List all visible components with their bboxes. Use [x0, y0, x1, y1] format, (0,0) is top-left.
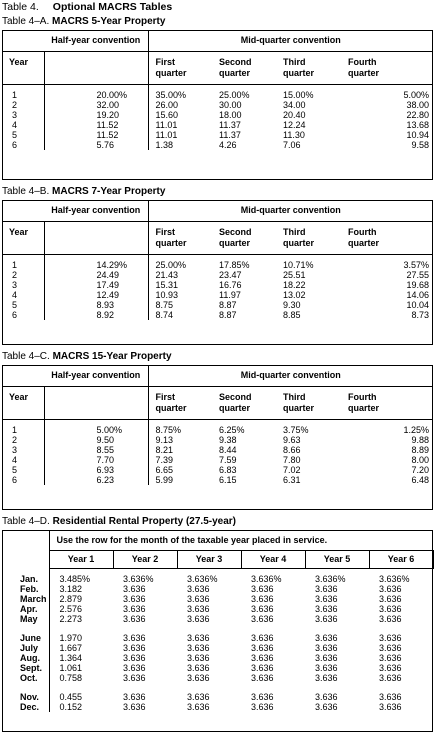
rate-value: 3.636	[379, 594, 402, 604]
year-cell: 6	[12, 475, 18, 485]
rate-value: 3.636	[315, 702, 338, 712]
q3-value: 34.00	[283, 100, 306, 110]
q3-value: 9.63	[283, 435, 301, 445]
q1-value: 15.31	[148, 280, 212, 290]
table-row	[2, 643, 433, 653]
month-cell: Dec.	[20, 702, 40, 712]
month-cell: March	[20, 594, 47, 604]
half-year-value: 20.00%	[44, 90, 148, 100]
half-year-value: 7.70	[44, 455, 148, 465]
q1-value: 21.43	[148, 270, 212, 280]
year-cell: 3	[12, 280, 18, 290]
table-row	[2, 100, 433, 110]
q4-value: 22.80	[406, 110, 430, 120]
rate-value: 2.576	[49, 604, 113, 614]
q3-value: 8.66	[283, 445, 301, 455]
q2-value: 7.59	[219, 455, 237, 465]
rate-value: 3.636	[123, 663, 146, 673]
month-cell: Feb.	[20, 584, 39, 594]
half-year-value: 8.55	[44, 445, 148, 455]
rate-value: 3.636	[251, 614, 274, 624]
year-cell: 6	[12, 310, 18, 320]
table-row	[2, 574, 433, 584]
year-column-header: Year 1	[49, 550, 113, 568]
half-year-value: 8.92	[44, 310, 148, 320]
rate-value: 3.636	[251, 663, 274, 673]
table-row	[2, 673, 433, 683]
q4-value: 9.88	[411, 435, 430, 445]
q2-value: 25.00%	[219, 90, 250, 100]
q3-value: 6.31	[283, 475, 301, 485]
table-b	[2, 200, 433, 320]
table-row	[2, 90, 433, 100]
table-d	[2, 530, 434, 712]
rate-value: 0.152	[49, 702, 113, 712]
half-year-header: Half-year convention	[44, 200, 148, 221]
month-cell: Jan.	[20, 574, 39, 584]
q3-value: 3.75%	[283, 425, 309, 435]
table-row	[2, 702, 433, 712]
table-c-title: Table 4–C. MACRS 15-Year Property	[2, 351, 172, 362]
year-cell: 5	[12, 465, 18, 475]
q2-value: 11.37	[219, 120, 241, 130]
rate-value: 3.636	[315, 633, 338, 643]
year-column-header: Year 3	[177, 550, 241, 568]
year-cell: 4	[12, 120, 18, 130]
q1-value: 11.01	[148, 120, 212, 130]
year-cell: 3	[12, 445, 18, 455]
rate-value: 3.636	[315, 594, 338, 604]
q1-value: 8.21	[148, 445, 212, 455]
q3-value: 12.24	[283, 120, 306, 130]
q2-value: 30.00	[219, 100, 242, 110]
q2-value: 8.87	[219, 300, 237, 310]
year-cell: 2	[12, 100, 18, 110]
q1-value: 11.01	[148, 130, 212, 140]
rate-value: 0.758	[49, 673, 113, 683]
year-cell: 2	[12, 270, 18, 280]
year-cell: 1	[12, 260, 18, 270]
rate-value: 3.636	[123, 673, 146, 683]
half-year-header: Half-year convention	[44, 365, 148, 386]
half-year-value: 24.49	[44, 270, 148, 280]
table-row	[2, 435, 433, 445]
rate-value: 2.273	[49, 614, 113, 624]
page-title	[2, 1, 172, 13]
year-cell: 6	[12, 140, 18, 150]
rate-value: 3.636%	[187, 574, 218, 584]
q1-value: 5.99	[148, 475, 212, 485]
q4-value: 6.48	[411, 475, 430, 485]
q4-value: 1.25%	[403, 425, 430, 435]
rate-value: 3.636	[251, 673, 274, 683]
rate-value: 3.636	[123, 584, 146, 594]
year-column-header: Year 6	[369, 550, 433, 568]
rate-value: 1.970	[49, 633, 113, 643]
rate-value: 3.636	[187, 584, 210, 594]
rate-value: 3.636	[379, 633, 402, 643]
q3-value: 7.02	[283, 465, 301, 475]
month-cell: Apr.	[20, 604, 38, 614]
year-header: Year	[2, 221, 44, 254]
mid-quarter-header: Mid-quarter convention	[148, 200, 433, 221]
quarter-header: First quarter	[148, 221, 212, 254]
table-row	[2, 455, 433, 465]
quarter-header: Third quarter	[276, 51, 341, 84]
year-column-header: Year 5	[305, 550, 369, 568]
year-cell: 1	[12, 425, 18, 435]
q2-value: 9.38	[219, 435, 237, 445]
rate-value: 3.636	[315, 673, 338, 683]
month-cell: May	[20, 614, 38, 624]
half-year-value: 11.52	[44, 120, 148, 130]
half-year-value: 5.76	[44, 140, 148, 150]
rate-value: 3.636%	[315, 574, 346, 584]
q2-value: 4.26	[219, 140, 237, 150]
half-year-value: 17.49	[44, 280, 148, 290]
q2-value: 17.85%	[219, 260, 250, 270]
q1-value: 1.38	[148, 140, 212, 150]
q2-value: 11.97	[219, 290, 241, 300]
table-row	[2, 584, 433, 594]
table-row	[2, 270, 433, 280]
rate-value: 3.636	[379, 614, 402, 624]
quarter-header: Second quarter	[212, 386, 276, 419]
rate-value: 3.636	[251, 584, 274, 594]
table-row	[2, 445, 433, 455]
quarter-header: Fourth quarter	[341, 386, 433, 419]
q2-value: 6.83	[219, 465, 237, 475]
rate-value: 3.636	[251, 604, 274, 614]
quarter-header: Second quarter	[212, 51, 276, 84]
rate-value: 3.636	[187, 633, 210, 643]
rate-value: 3.636	[187, 663, 210, 673]
rate-value: 3.636	[315, 584, 338, 594]
q1-value: 9.13	[148, 435, 212, 445]
mid-quarter-header: Mid-quarter convention	[148, 30, 433, 51]
rate-value: 3.636	[187, 702, 210, 712]
q4-value: 38.00	[406, 100, 430, 110]
rate-value: 3.636	[379, 653, 402, 663]
half-year-value: 8.93	[44, 300, 148, 310]
month-cell: June	[20, 633, 42, 643]
q2-value: 6.25%	[219, 425, 245, 435]
q3-value: 15.00%	[283, 90, 314, 100]
quarter-header: First quarter	[148, 51, 212, 84]
title-name: Optional MACRS Tables	[52, 1, 173, 13]
rate-value: 3.636	[123, 614, 146, 624]
rate-value: 3.636	[315, 643, 338, 653]
table-a-title: Table 4–A. MACRS 5-Year Property	[2, 16, 166, 27]
q2-value: 23.47	[219, 270, 242, 280]
quarter-header: Third quarter	[276, 386, 341, 419]
rate-value: 3.636	[379, 643, 402, 653]
quarter-header: First quarter	[148, 386, 212, 419]
table-row	[2, 300, 433, 310]
table-row	[2, 110, 433, 120]
q1-value: 15.60	[148, 110, 212, 120]
rate-value: 3.636	[251, 633, 274, 643]
year-cell: 1	[12, 90, 18, 100]
q3-value: 9.30	[283, 300, 301, 310]
q3-value: 11.30	[283, 130, 305, 140]
rate-value: 3.182	[49, 584, 113, 594]
month-cell: Oct.	[20, 673, 38, 683]
q4-value: 14.06	[406, 290, 430, 300]
q2-value: 16.76	[219, 280, 242, 290]
q1-value: 7.39	[148, 455, 212, 465]
table-row	[2, 425, 433, 435]
rate-value: 3.636	[123, 633, 146, 643]
half-year-value: 6.23	[44, 475, 148, 485]
half-year-value: 32.00	[44, 100, 148, 110]
table-row	[2, 475, 433, 485]
half-year-value: 11.52	[44, 130, 148, 140]
q3-value: 7.06	[283, 140, 301, 150]
q1-value: 25.00%	[148, 260, 212, 270]
rate-value: 3.636	[123, 692, 146, 702]
rate-value: 3.636	[251, 653, 274, 663]
rate-value: 3.636	[315, 653, 338, 663]
q3-value: 7.80	[283, 455, 301, 465]
rate-value: 3.636	[379, 604, 402, 614]
table-row	[2, 260, 433, 270]
q4-value: 10.04	[406, 300, 430, 310]
rate-value: 3.636	[187, 643, 210, 653]
half-year-value: 5.00%	[44, 425, 148, 435]
rate-value: 3.636	[379, 584, 402, 594]
table-d-title: Table 4–D. Residential Rental Property (27.5-year)	[2, 516, 236, 527]
rate-value: 3.636	[187, 673, 210, 683]
rate-value: 3.636	[379, 663, 402, 673]
table-a	[2, 30, 433, 150]
rate-value: 3.636	[379, 673, 402, 683]
rate-value: 3.636	[123, 653, 146, 663]
rate-value: 3.636	[187, 692, 210, 702]
half-year-value: 19.20	[44, 110, 148, 120]
half-year-header: Half-year convention	[44, 30, 148, 51]
quarter-header: Fourth quarter	[341, 221, 433, 254]
q1-value: 26.00	[148, 100, 212, 110]
year-cell: 5	[12, 300, 18, 310]
table-row	[2, 140, 433, 150]
rate-value: 1.364	[49, 653, 113, 663]
month-cell: Nov.	[20, 692, 39, 702]
q4-value: 7.20	[411, 465, 430, 475]
quarter-header: Second quarter	[212, 221, 276, 254]
rate-value: 3.636	[187, 594, 210, 604]
year-cell: 4	[12, 455, 18, 465]
rate-value: 3.636	[123, 702, 146, 712]
rate-value: 3.636	[315, 614, 338, 624]
rate-value: 3.636	[123, 643, 146, 653]
q1-value: 8.75	[148, 300, 212, 310]
rate-value: 0.455	[49, 692, 113, 702]
q3-value: 20.40	[283, 110, 306, 120]
rate-value: 3.636	[379, 702, 402, 712]
half-year-value: 6.93	[44, 465, 148, 475]
q2-value: 8.44	[219, 445, 237, 455]
year-column-header: Year 4	[241, 550, 305, 568]
q2-value: 8.87	[219, 310, 237, 320]
rate-value: 3.636	[251, 692, 274, 702]
q1-value: 8.75%	[148, 425, 212, 435]
rate-value: 3.636	[187, 614, 210, 624]
table-row	[2, 594, 433, 604]
rate-value: 3.485%	[49, 574, 113, 584]
q3-value: 8.85	[283, 310, 301, 320]
year-cell: 3	[12, 110, 18, 120]
table-b-title: Table 4–B. MACRS 7-Year Property	[2, 186, 166, 197]
rate-value: 3.636	[251, 702, 274, 712]
q4-value: 19.68	[406, 280, 430, 290]
year-cell: 5	[12, 130, 18, 140]
rate-value: 1.061	[49, 663, 113, 673]
quarter-header: Fourth quarter	[341, 51, 433, 84]
mid-quarter-header: Mid-quarter convention	[148, 365, 433, 386]
table-row	[2, 692, 433, 702]
q4-value: 8.89	[411, 445, 430, 455]
q1-value: 35.00%	[148, 90, 212, 100]
q2-value: 6.15	[219, 475, 237, 485]
rate-value: 2.879	[49, 594, 113, 604]
table-c	[2, 365, 433, 485]
q3-value: 18.22	[283, 280, 306, 290]
rate-value: 3.636	[251, 643, 274, 653]
rate-value: 3.636	[123, 594, 146, 604]
rate-value: 3.636	[315, 604, 338, 614]
title-number: Table 4.	[2, 1, 39, 13]
half-year-value: 12.49	[44, 290, 148, 300]
q1-value: 6.65	[148, 465, 212, 475]
year-header: Year	[2, 386, 44, 419]
table-row	[2, 290, 433, 300]
year-header: Year	[2, 51, 44, 84]
month-cell: July	[20, 643, 39, 653]
q3-value: 10.71%	[283, 260, 314, 270]
year-cell: 4	[12, 290, 18, 300]
rate-value: 3.636	[251, 594, 274, 604]
table-row	[2, 120, 433, 130]
table-row	[2, 614, 433, 624]
table-row	[2, 633, 433, 643]
rate-value: 3.636	[315, 663, 338, 673]
q2-value: 11.37	[219, 130, 241, 140]
rate-value: 3.636	[379, 692, 402, 702]
table-row	[2, 604, 433, 614]
rate-value: 3.636	[187, 653, 210, 663]
q4-value: 27.55	[406, 270, 430, 280]
table-row	[2, 653, 433, 663]
q3-value: 25.51	[283, 270, 306, 280]
month-cell: Sept.	[20, 663, 43, 673]
table-row	[2, 465, 433, 475]
q4-value: 13.68	[406, 120, 430, 130]
rate-value: 3.636	[123, 604, 146, 614]
table-row	[2, 130, 433, 140]
rate-value: 3.636%	[123, 574, 154, 584]
q3-value: 13.02	[283, 290, 306, 300]
q2-value: 18.00	[219, 110, 242, 120]
q4-value: 10.94	[406, 130, 430, 140]
month-cell: Aug.	[20, 653, 40, 663]
year-column-header: Year 2	[113, 550, 177, 568]
q4-value: 8.73	[411, 310, 430, 320]
table-row	[2, 310, 433, 320]
q4-value: 5.00%	[403, 90, 430, 100]
year-cell: 2	[12, 435, 18, 445]
rate-value: 1.667	[49, 643, 113, 653]
table-row	[2, 663, 433, 673]
q1-value: 10.93	[148, 290, 212, 300]
rate-value: 3.636	[315, 692, 338, 702]
half-year-value: 9.50	[44, 435, 148, 445]
q1-value: 8.74	[148, 310, 212, 320]
rate-value: 3.636%	[379, 574, 410, 584]
q4-value: 9.58	[411, 140, 430, 150]
q4-value: 8.00	[411, 455, 430, 465]
instruction-text: Use the row for the month of the taxable year placed in service.	[49, 530, 433, 550]
table-row	[2, 280, 433, 290]
rate-value: 3.636	[187, 604, 210, 614]
rate-value: 3.636%	[251, 574, 282, 584]
q4-value: 3.57%	[403, 260, 430, 270]
quarter-header: Third quarter	[276, 221, 341, 254]
half-year-value: 14.29%	[44, 260, 148, 270]
